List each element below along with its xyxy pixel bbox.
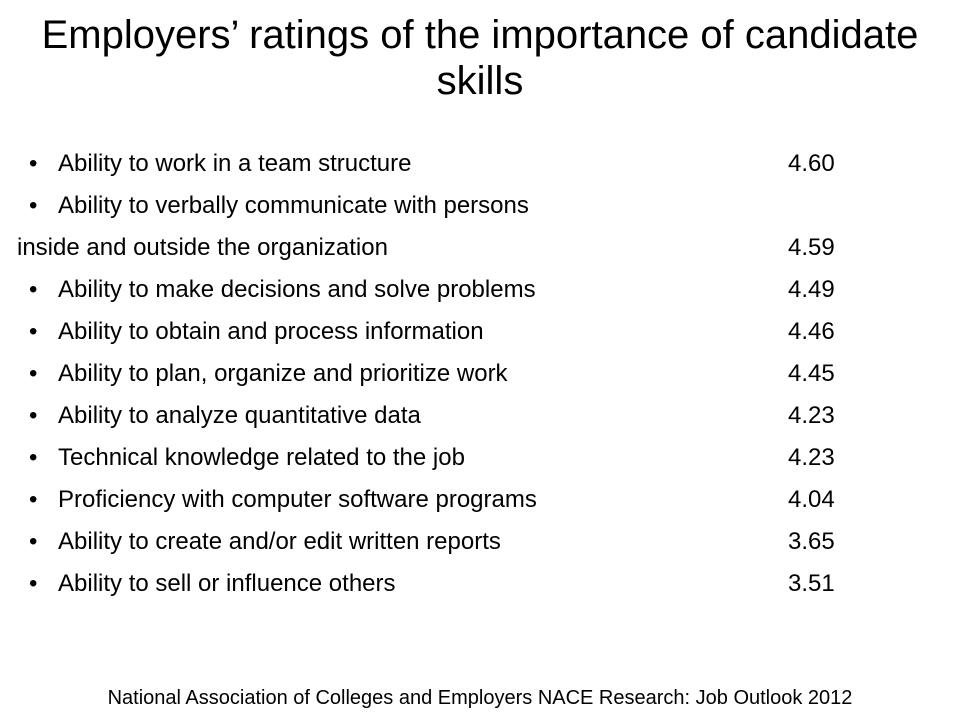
- skill-rating: 4.60: [788, 150, 835, 177]
- skill-label: Proficiency with computer software programs: [58, 486, 537, 513]
- skill-label: Technical knowledge related to the job: [58, 444, 465, 471]
- skill-label: Ability to create and/or edit written reports: [58, 528, 501, 555]
- skill-label-continuation: inside and outside the organization: [17, 234, 388, 261]
- list-item: [0, 190, 960, 232]
- bullet-icon: •: [29, 570, 38, 597]
- skill-rating: 4.23: [788, 444, 835, 471]
- bullet-icon: •: [29, 444, 38, 471]
- list-item: [0, 148, 960, 190]
- list-item: [0, 442, 960, 484]
- list-item: [0, 484, 960, 526]
- skill-label: Ability to obtain and process information: [58, 318, 484, 345]
- list-item: [0, 526, 960, 568]
- list-item: [0, 400, 960, 442]
- bullet-icon: •: [29, 318, 38, 345]
- list-item: [0, 568, 960, 610]
- bullet-icon: •: [29, 276, 38, 303]
- bullet-icon: •: [29, 402, 38, 429]
- skill-label: Ability to sell or influence others: [58, 570, 396, 597]
- skill-rating: 4.04: [788, 486, 835, 513]
- slide-title: Employers’ ratings of the importance of candidate skills: [41, 13, 919, 103]
- skill-rating: 4.45: [788, 360, 835, 387]
- skill-label: Ability to make decisions and solve problems: [58, 276, 536, 303]
- list-item: [0, 358, 960, 400]
- skill-rating: 3.51: [788, 570, 835, 597]
- skill-label: Ability to plan, organize and prioritize work: [58, 360, 508, 387]
- skill-label: Ability to verbally communicate with persons: [58, 192, 529, 219]
- bullet-icon: •: [29, 150, 38, 177]
- bullet-icon: •: [29, 192, 38, 219]
- skill-label: Ability to analyze quantitative data: [58, 402, 421, 429]
- skill-rating: 4.23: [788, 402, 835, 429]
- skills-list: [0, 148, 960, 610]
- list-item: [0, 316, 960, 358]
- skill-rating: 3.65: [788, 528, 835, 555]
- source-citation: National Association of Colleges and Employers NACE Research: Job Outlook 2012: [107, 687, 853, 709]
- skill-rating: 4.49: [788, 276, 835, 303]
- skill-rating: 4.59: [788, 234, 835, 261]
- bullet-icon: •: [29, 360, 38, 387]
- list-item: [0, 274, 960, 316]
- bullet-icon: •: [29, 486, 38, 513]
- bullet-icon: •: [29, 528, 38, 555]
- skill-label: Ability to work in a team structure: [58, 150, 412, 177]
- skill-rating: 4.46: [788, 318, 835, 345]
- list-item-continuation: [0, 232, 960, 274]
